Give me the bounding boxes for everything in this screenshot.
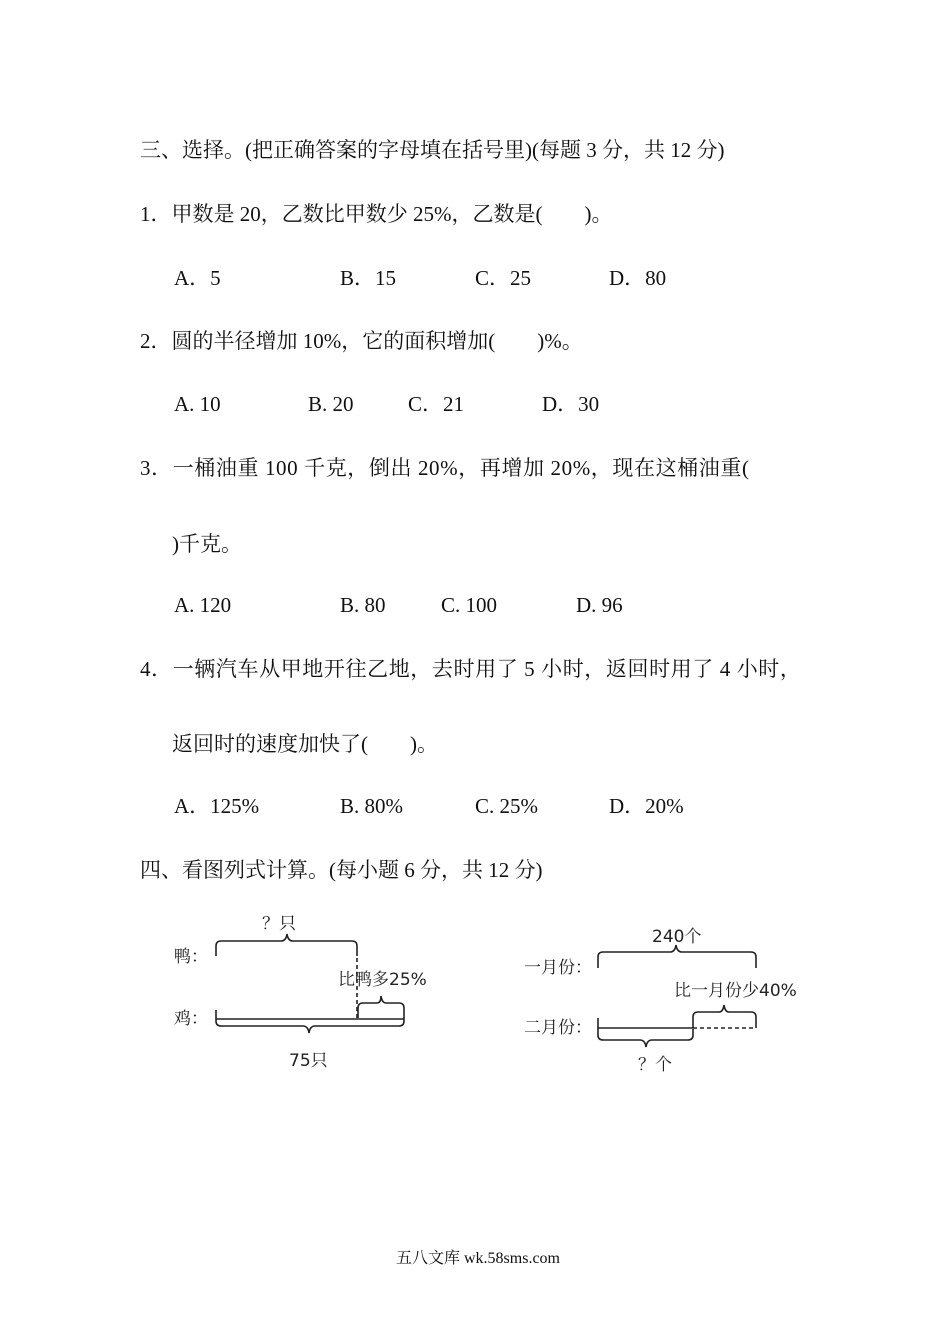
q2-option-d: D．30 [542,392,600,416]
q1-option-c: C．25 [475,266,532,290]
q4-option-c: C. 25% [475,794,538,818]
q3-option-b: B. 80 [340,593,386,617]
question-3: 3．一桶油重 100 千克，倒出 20%，再增加 20%，现在这桶油重( [140,456,750,480]
footer-watermark: 五八文库 wk.58sms.com [396,1250,561,1267]
chicken-bottom-brace [216,1010,404,1033]
q1-option-a: A．5 [174,266,221,290]
chicken-count-label: 75只 [289,1051,328,1071]
duck-label: 鸭： [174,947,208,967]
q1-option-d: D．80 [609,266,667,290]
q4-option-d: D．20% [609,794,684,818]
feb-label: 二月份： [524,1018,592,1038]
extra-brace [358,996,404,1018]
duck-count-label: ？只 [262,914,296,934]
feb-bottom-brace [598,1029,693,1047]
q1-option-b: B．15 [340,266,397,290]
feb-count-label: ？个 [638,1055,672,1075]
q2-option-b: B. 20 [308,392,354,416]
chicken-label: 鸡： [174,1009,208,1029]
question-4: 4．一辆汽车从甲地开往乙地，去时用了 5 小时，返回时用了 4 小时， [140,657,802,681]
q2-option-c: C．21 [408,392,465,416]
jan-count-label: 240个 [652,927,702,947]
question-3-continued: )千克。 [172,532,242,556]
q3-option-c: C. 100 [441,593,498,617]
less-than-jan-label: 比一月份少40% [674,981,797,1001]
jan-label: 一月份： [524,958,592,978]
question-4-continued: 返回时的速度加快了( )。 [172,732,438,756]
more-than-duck-label: 比鸭多25% [338,970,427,990]
question-2: 2．圆的半径增加 10%，它的面积增加( )%。 [140,329,583,353]
q2-option-a: A. 10 [174,392,221,416]
section3-heading: 三、选择。(把正确答案的字母填在括号里)(每题 3 分，共 12 分) [140,138,725,162]
jan-top-brace [598,945,756,968]
q3-option-a: A. 120 [174,593,232,617]
question-1: 1．甲数是 20，乙数比甲数少 25%，乙数是( )。 [140,202,613,226]
section4-heading: 四、看图列式计算。(每小题 6 分，共 12 分) [140,858,543,882]
q4-option-a: A．125% [174,794,260,818]
q4-option-b: B. 80% [340,794,403,818]
decrease-brace [693,1005,756,1028]
q3-option-d: D. 96 [576,593,623,617]
duck-top-brace [216,934,357,956]
